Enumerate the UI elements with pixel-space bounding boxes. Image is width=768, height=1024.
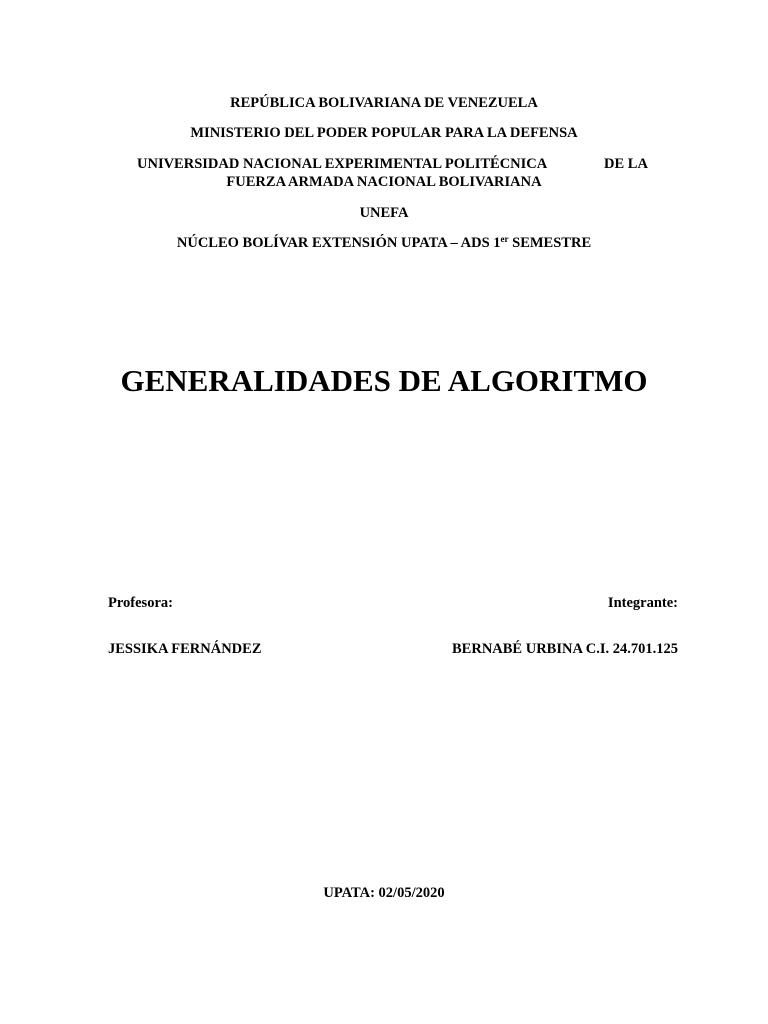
header-university: UNIVERSIDAD NACIONAL EXPERIMENTAL POLITÉCNICA [137,156,548,172]
header-unefa: UNEFA [359,205,409,221]
header-nucleus-semester: SEMESTRE [508,235,592,251]
header-university-de-la: DE LA [604,156,648,172]
member-name: BERNABÉ URBINA C.I. 24.701.125 [452,641,678,657]
professor-name: JESSIKA FERNÁNDEZ [108,641,262,657]
header-nucleus-text: NÚCLEO BOLÍVAR EXTENSIÓN UPATA – ADS 1 [176,235,501,251]
header-nucleus [0,236,768,251]
document-title: GENERALIDADES DE ALGORITMO [120,363,648,398]
member-label: Integrante: [607,595,678,611]
header-ministry: MINISTERIO DEL PODER POPULAR PARA LA DEFENSA [190,125,578,141]
header-nucleus-superscript: er [500,234,509,244]
professor-label: Profesora: [108,595,173,611]
footer-place-date: UPATA: 02/05/2020 [323,885,445,901]
header-armed-forces: FUERZA ARMADA NACIONAL BOLIVARIANA [226,174,542,190]
header-republic: REPÚBLICA BOLIVARIANA DE VENEZUELA [230,95,538,111]
